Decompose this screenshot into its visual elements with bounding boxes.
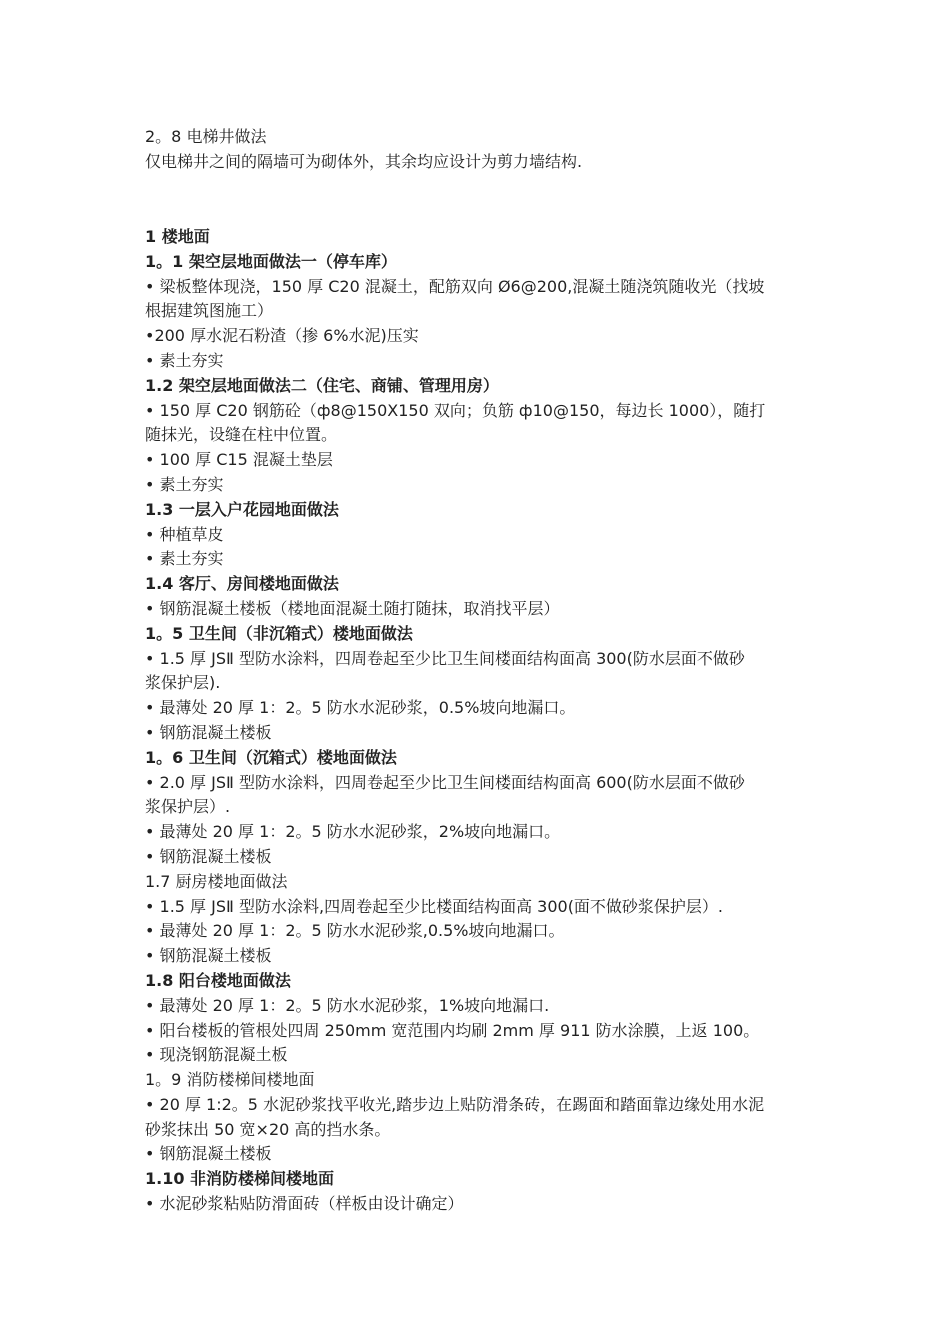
section-heading: 1.10 非消防楼梯间楼地面 — [145, 1169, 335, 1189]
text-line: 1。9 消防楼梯间楼地面 — [145, 1070, 315, 1090]
section-heading: 1。1 架空层地面做法一（停车库） — [145, 251, 397, 271]
section-text: 仅电梯井之间的隔墙可为砌体外，其余均应设计为剪力墙结构. — [145, 151, 583, 171]
text-line: •200 厚水泥石粉渣（掺 6%水泥)压实 — [145, 326, 419, 346]
text-line: 1.7 厨房楼地面做法 — [145, 871, 288, 891]
section-heading: 1。6 卫生间（沉箱式）楼地面做法 — [145, 747, 397, 767]
text-line: • 钢筋混凝土楼板 — [145, 946, 272, 966]
text-line: • 2.0 厚 JSⅡ 型防水涂料，四周卷起至少比卫生间楼面结构面高 600(防水层面不做砂 — [145, 772, 745, 792]
section-heading: 2。8 电梯井做法 — [145, 127, 267, 146]
text-line: • 钢筋混凝土楼板 — [145, 1144, 272, 1164]
text-line: 根据建筑图施工） — [145, 301, 274, 321]
section-heading: 1.2 架空层地面做法二（住宅、商铺、管理用房） — [145, 375, 499, 395]
text-line: • 最薄处 20 厚 1：2。5 防水水泥砂浆,0.5%坡向地漏口。 — [145, 921, 565, 941]
section-heading: 1 楼地面 — [145, 227, 210, 246]
text-line: • 20 厚 1:2。5 水泥砂浆找平收光,踏步边上贴防滑条砖，在踢面和踏面靠边缘处用水泥 — [145, 1094, 765, 1114]
section-heading: 1.4 客厅、房间楼地面做法 — [145, 574, 339, 594]
floor-section — [145, 225, 815, 1217]
text-line: 浆保护层）. — [145, 797, 231, 817]
text-line: • 水泥砂浆粘贴防滑面砖（样板由设计确定） — [145, 1194, 464, 1214]
text-line: 砂浆抹出 50 宽×20 高的挡水条。 — [145, 1119, 391, 1139]
text-line: • 钢筋混凝土楼板 — [145, 722, 272, 742]
text-line: • 素土夯实 — [145, 549, 224, 569]
text-line: • 现浇钢筋混凝土板 — [145, 1045, 288, 1065]
text-line: 随抹光，设缝在柱中位置。 — [145, 425, 338, 445]
text-line: • 素土夯实 — [145, 350, 224, 370]
text-line: • 钢筋混凝土楼板 — [145, 846, 272, 866]
text-line: • 阳台楼板的管根处四周 250mm 宽范围内均刷 2mm 厚 911 防水涂膜，上返 100。 — [145, 1020, 760, 1040]
text-line: • 100 厚 C15 混凝土垫层 — [145, 450, 333, 470]
text-line: • 梁板整体现浇，150 厚 C20 混凝土，配筋双向 Ø6@200,混凝土随浇筑随收光（找坡 — [145, 276, 765, 296]
text-line: • 种植草皮 — [145, 524, 224, 544]
section-heading: 1.8 阳台楼地面做法 — [145, 970, 291, 990]
text-line: • 1.5 厚 JSⅡ 型防水涂料，四周卷起至少比卫生间楼面结构面高 300(防水层面不做砂 — [145, 648, 745, 668]
text-line: • 1.5 厚 JSⅡ 型防水涂料,四周卷起至少比楼面结构面高 300(面不做砂浆保护层）. — [145, 896, 724, 916]
text-line: • 最薄处 20 厚 1：2。5 防水水泥砂浆，2%坡向地漏口。 — [145, 822, 561, 842]
elevator-shaft-section — [145, 125, 815, 175]
text-line: • 钢筋混凝土楼板（楼地面混凝土随打随抹，取消找平层） — [145, 598, 560, 618]
text-line: • 最薄处 20 厚 1：2。5 防水水泥砂浆，0.5%坡向地漏口。 — [145, 698, 576, 718]
text-line: • 最薄处 20 厚 1：2。5 防水水泥砂浆，1%坡向地漏口. — [145, 995, 550, 1015]
text-line: 浆保护层). — [145, 673, 221, 693]
text-line: • 素土夯实 — [145, 474, 224, 494]
text-line: • 150 厚 C20 钢筋砼（ф8@150X150 双向；负筋 ф10@150，每边长 1000），随打 — [145, 400, 766, 420]
section-heading: 1.3 一层入户花园地面做法 — [145, 499, 339, 519]
section-heading: 1。5 卫生间（非沉箱式）楼地面做法 — [145, 623, 413, 643]
